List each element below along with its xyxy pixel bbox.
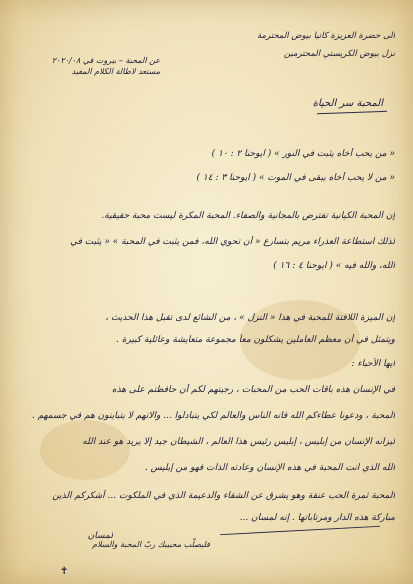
body-line: إن المحبة الكيانية تفترض بالمجانية والصفاء. المحبة المكرة ليست محبة حقيقية. — [101, 211, 395, 221]
body-line: أيها الأحباء : — [351, 359, 395, 369]
body-line: إن الميزة اللافتة للمحبة في هذا « النزل » ، من الشائع لدى تقبل هذا الحديث ، — [105, 313, 395, 323]
header-date-block — [10, 55, 160, 77]
body-line: ليزانه الإنسان من إبليس ، إبليس رئيس هذا العالم ، الشيطان جيد إلا يريد هو عند الله — [82, 437, 395, 447]
title-underline — [317, 111, 387, 114]
cross-mark: ✝ — [60, 566, 69, 577]
body-line: لمسان — [87, 531, 113, 541]
signature: فليصلّب محبيبك ربّ المحبة والسلام — [92, 540, 210, 549]
header-recipient: الى حضرة العزيزة كاتيا بيوض المحترمة — [256, 31, 395, 41]
header-note: مستعد لاطالة الكلام المفيد — [71, 67, 160, 76]
header-recipient-sub: نزل بيوض الكريستي المحترمين — [283, 49, 395, 59]
verse-1: « من يحب أخاه يثبت في النور » ( ايوحنا ٢ : ١٠ ) — [211, 149, 395, 159]
body-line: في الإنسان هذه باقات الحب من المحبات ، رجيتهم لكم أن حافظتم على هذه — [111, 385, 395, 395]
body-line: المحبة ، ودعونا عطاءكم الله فانه الناس والعالم لكي يتبادلوا ... والاتهم لا يتباينون هم في جسمهم . — [31, 411, 395, 421]
body-line: الله، والله فيه » ( ايوحنا ٤ : ١٦ ) — [273, 261, 395, 271]
body-line: المحبة ثمرة الحب عنقة وهو يشرق عن الشقاء والدعيمة الذي في الملكوت ... أشكركم الذين — [52, 491, 395, 501]
signature-underline — [220, 526, 380, 535]
body-line: لذلك استطاعة العذراء مريم بتسارع « أن تحوي الله، فمن يثبت في المحبة » « يثبت في — [70, 237, 395, 247]
verse-2: « من لا يحب أخاه يبقى في الموت » ( ايوحنا ٣ : ١٤ ) — [196, 173, 395, 183]
body-line: ويتمثل في أن معظم العاملين يشكلون معاً مجموعة متعايشة وعائلية كبيرة . — [116, 335, 395, 345]
header-date: عن المحبة – بيروت في ٢٠٢٠/٠٨ — [51, 56, 160, 65]
body-line: مباركة هذه الدار ومرتاباتها . إنه لمسان ... — [239, 513, 395, 523]
letter-title: المحبة سر الحياة — [312, 98, 383, 109]
body-line: الله الذي انت المحبة في هذه الإنسان وعادته الذات فهو من إبليس . — [144, 463, 395, 473]
